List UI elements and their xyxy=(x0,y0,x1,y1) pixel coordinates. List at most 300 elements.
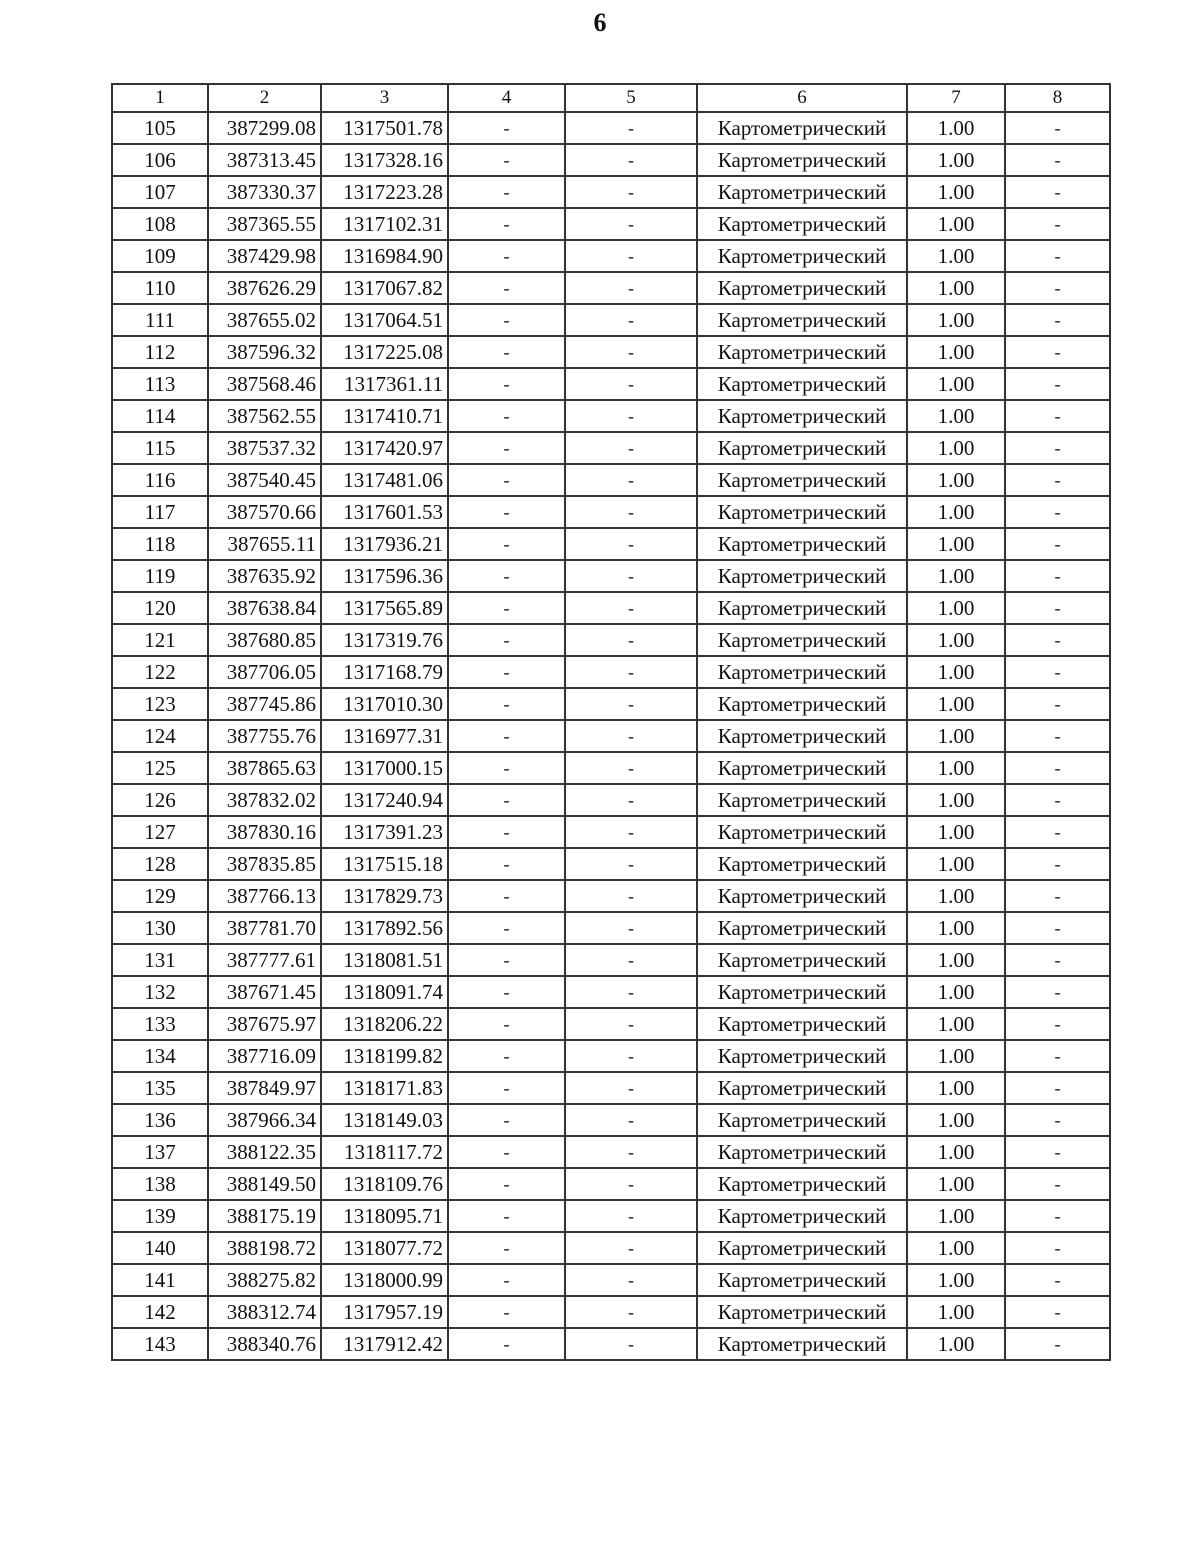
col-4-cell: - xyxy=(448,1200,565,1232)
col-5-cell: - xyxy=(565,944,697,976)
col-4-cell: - xyxy=(448,1008,565,1040)
col-4-cell: - xyxy=(448,464,565,496)
y-coordinate-cell: 1317225.08 xyxy=(321,336,448,368)
method-cell: Картометрический xyxy=(697,1232,907,1264)
point-number-cell: 133 xyxy=(112,1008,208,1040)
col-5-cell: - xyxy=(565,1040,697,1072)
col-5-cell: - xyxy=(565,432,697,464)
col-8-cell: - xyxy=(1005,1040,1110,1072)
table-row xyxy=(112,848,1110,880)
method-cell: Картометрический xyxy=(697,752,907,784)
col-5-cell: - xyxy=(565,912,697,944)
table-row xyxy=(112,464,1110,496)
table-row xyxy=(112,1264,1110,1296)
col-4-cell: - xyxy=(448,272,565,304)
table-row xyxy=(112,944,1110,976)
table-body xyxy=(112,112,1110,1360)
col-4-cell: - xyxy=(448,1136,565,1168)
method-cell: Картометрический xyxy=(697,848,907,880)
table-row xyxy=(112,368,1110,400)
col-5-cell: - xyxy=(565,592,697,624)
y-coordinate-cell: 1317064.51 xyxy=(321,304,448,336)
column-header-8: 8 xyxy=(1005,84,1110,112)
x-coordinate-cell: 387865.63 xyxy=(208,752,321,784)
method-cell: Картометрический xyxy=(697,1136,907,1168)
col-8-cell: - xyxy=(1005,624,1110,656)
point-number-cell: 139 xyxy=(112,1200,208,1232)
col-5-cell: - xyxy=(565,528,697,560)
col-4-cell: - xyxy=(448,432,565,464)
col-5-cell: - xyxy=(565,240,697,272)
x-coordinate-cell: 387596.32 xyxy=(208,336,321,368)
y-coordinate-cell: 1317936.21 xyxy=(321,528,448,560)
accuracy-cell: 1.00 xyxy=(907,1040,1005,1072)
table-row xyxy=(112,784,1110,816)
x-coordinate-cell: 388340.76 xyxy=(208,1328,321,1360)
accuracy-cell: 1.00 xyxy=(907,1104,1005,1136)
point-number-cell: 124 xyxy=(112,720,208,752)
accuracy-cell: 1.00 xyxy=(907,1264,1005,1296)
x-coordinate-cell: 387706.05 xyxy=(208,656,321,688)
col-4-cell: - xyxy=(448,560,565,592)
col-5-cell: - xyxy=(565,368,697,400)
x-coordinate-cell: 387671.45 xyxy=(208,976,321,1008)
method-cell: Картометрический xyxy=(697,368,907,400)
col-4-cell: - xyxy=(448,592,565,624)
point-number-cell: 143 xyxy=(112,1328,208,1360)
col-5-cell: - xyxy=(565,176,697,208)
y-coordinate-cell: 1317481.06 xyxy=(321,464,448,496)
x-coordinate-cell: 387570.66 xyxy=(208,496,321,528)
y-coordinate-cell: 1317410.71 xyxy=(321,400,448,432)
y-coordinate-cell: 1316977.31 xyxy=(321,720,448,752)
method-cell: Картометрический xyxy=(697,176,907,208)
x-coordinate-cell: 388312.74 xyxy=(208,1296,321,1328)
col-5-cell: - xyxy=(565,720,697,752)
accuracy-cell: 1.00 xyxy=(907,912,1005,944)
table-row xyxy=(112,560,1110,592)
method-cell: Картометрический xyxy=(697,432,907,464)
accuracy-cell: 1.00 xyxy=(907,240,1005,272)
method-cell: Картометрический xyxy=(697,976,907,1008)
method-cell: Картометрический xyxy=(697,1104,907,1136)
point-number-cell: 131 xyxy=(112,944,208,976)
x-coordinate-cell: 388122.35 xyxy=(208,1136,321,1168)
accuracy-cell: 1.00 xyxy=(907,208,1005,240)
method-cell: Картометрический xyxy=(697,1328,907,1360)
col-5-cell: - xyxy=(565,688,697,720)
col-5-cell: - xyxy=(565,1104,697,1136)
point-number-cell: 142 xyxy=(112,1296,208,1328)
col-8-cell: - xyxy=(1005,688,1110,720)
column-header-4: 4 xyxy=(448,84,565,112)
point-number-cell: 141 xyxy=(112,1264,208,1296)
method-cell: Картометрический xyxy=(697,464,907,496)
method-cell: Картометрический xyxy=(697,400,907,432)
table-row xyxy=(112,176,1110,208)
col-8-cell: - xyxy=(1005,1104,1110,1136)
accuracy-cell: 1.00 xyxy=(907,1232,1005,1264)
col-8-cell: - xyxy=(1005,560,1110,592)
col-8-cell: - xyxy=(1005,912,1110,944)
x-coordinate-cell: 387835.85 xyxy=(208,848,321,880)
x-coordinate-cell: 387655.11 xyxy=(208,528,321,560)
table-row xyxy=(112,112,1110,144)
col-5-cell: - xyxy=(565,560,697,592)
method-cell: Картометрический xyxy=(697,1200,907,1232)
y-coordinate-cell: 1317912.42 xyxy=(321,1328,448,1360)
col-4-cell: - xyxy=(448,656,565,688)
column-header-5: 5 xyxy=(565,84,697,112)
y-coordinate-cell: 1317515.18 xyxy=(321,848,448,880)
col-4-cell: - xyxy=(448,1296,565,1328)
col-8-cell: - xyxy=(1005,1200,1110,1232)
method-cell: Картометрический xyxy=(697,304,907,336)
x-coordinate-cell: 387675.97 xyxy=(208,1008,321,1040)
col-4-cell: - xyxy=(448,752,565,784)
accuracy-cell: 1.00 xyxy=(907,1136,1005,1168)
y-coordinate-cell: 1317102.31 xyxy=(321,208,448,240)
point-number-cell: 122 xyxy=(112,656,208,688)
col-8-cell: - xyxy=(1005,1328,1110,1360)
accuracy-cell: 1.00 xyxy=(907,720,1005,752)
point-number-cell: 120 xyxy=(112,592,208,624)
point-number-cell: 118 xyxy=(112,528,208,560)
col-4-cell: - xyxy=(448,784,565,816)
point-number-cell: 109 xyxy=(112,240,208,272)
y-coordinate-cell: 1318149.03 xyxy=(321,1104,448,1136)
col-8-cell: - xyxy=(1005,880,1110,912)
col-8-cell: - xyxy=(1005,944,1110,976)
x-coordinate-cell: 388175.19 xyxy=(208,1200,321,1232)
col-5-cell: - xyxy=(565,848,697,880)
col-8-cell: - xyxy=(1005,400,1110,432)
col-5-cell: - xyxy=(565,1296,697,1328)
col-5-cell: - xyxy=(565,1328,697,1360)
table-row xyxy=(112,656,1110,688)
accuracy-cell: 1.00 xyxy=(907,752,1005,784)
accuracy-cell: 1.00 xyxy=(907,816,1005,848)
col-5-cell: - xyxy=(565,816,697,848)
column-header-2: 2 xyxy=(208,84,321,112)
x-coordinate-cell: 387966.34 xyxy=(208,1104,321,1136)
method-cell: Картометрический xyxy=(697,816,907,848)
col-4-cell: - xyxy=(448,368,565,400)
y-coordinate-cell: 1317000.15 xyxy=(321,752,448,784)
col-5-cell: - xyxy=(565,208,697,240)
col-5-cell: - xyxy=(565,272,697,304)
col-8-cell: - xyxy=(1005,208,1110,240)
col-5-cell: - xyxy=(565,464,697,496)
table-row xyxy=(112,1232,1110,1264)
point-number-cell: 108 xyxy=(112,208,208,240)
method-cell: Картометрический xyxy=(697,496,907,528)
accuracy-cell: 1.00 xyxy=(907,624,1005,656)
x-coordinate-cell: 387313.45 xyxy=(208,144,321,176)
point-number-cell: 128 xyxy=(112,848,208,880)
col-5-cell: - xyxy=(565,336,697,368)
point-number-cell: 126 xyxy=(112,784,208,816)
col-5-cell: - xyxy=(565,304,697,336)
method-cell: Картометрический xyxy=(697,880,907,912)
col-4-cell: - xyxy=(448,1040,565,1072)
col-8-cell: - xyxy=(1005,1168,1110,1200)
col-4-cell: - xyxy=(448,144,565,176)
x-coordinate-cell: 387830.16 xyxy=(208,816,321,848)
col-4-cell: - xyxy=(448,208,565,240)
col-5-cell: - xyxy=(565,112,697,144)
x-coordinate-cell: 387755.76 xyxy=(208,720,321,752)
col-8-cell: - xyxy=(1005,336,1110,368)
y-coordinate-cell: 1318109.76 xyxy=(321,1168,448,1200)
accuracy-cell: 1.00 xyxy=(907,880,1005,912)
point-number-cell: 136 xyxy=(112,1104,208,1136)
col-4-cell: - xyxy=(448,176,565,208)
col-8-cell: - xyxy=(1005,528,1110,560)
point-number-cell: 135 xyxy=(112,1072,208,1104)
point-number-cell: 113 xyxy=(112,368,208,400)
col-5-cell: - xyxy=(565,656,697,688)
col-5-cell: - xyxy=(565,1136,697,1168)
col-8-cell: - xyxy=(1005,1008,1110,1040)
method-cell: Картометрический xyxy=(697,784,907,816)
col-5-cell: - xyxy=(565,1200,697,1232)
point-number-cell: 110 xyxy=(112,272,208,304)
table-row xyxy=(112,240,1110,272)
col-4-cell: - xyxy=(448,1232,565,1264)
column-header-3: 3 xyxy=(321,84,448,112)
accuracy-cell: 1.00 xyxy=(907,432,1005,464)
col-4-cell: - xyxy=(448,400,565,432)
point-number-cell: 121 xyxy=(112,624,208,656)
accuracy-cell: 1.00 xyxy=(907,1296,1005,1328)
method-cell: Картометрический xyxy=(697,1264,907,1296)
x-coordinate-cell: 387299.08 xyxy=(208,112,321,144)
method-cell: Картометрический xyxy=(697,1296,907,1328)
point-number-cell: 129 xyxy=(112,880,208,912)
table-row xyxy=(112,1072,1110,1104)
accuracy-cell: 1.00 xyxy=(907,368,1005,400)
y-coordinate-cell: 1318171.83 xyxy=(321,1072,448,1104)
point-number-cell: 127 xyxy=(112,816,208,848)
col-8-cell: - xyxy=(1005,1136,1110,1168)
method-cell: Картометрический xyxy=(697,144,907,176)
method-cell: Картометрический xyxy=(697,688,907,720)
method-cell: Картометрический xyxy=(697,720,907,752)
y-coordinate-cell: 1318095.71 xyxy=(321,1200,448,1232)
y-coordinate-cell: 1318077.72 xyxy=(321,1232,448,1264)
x-coordinate-cell: 387655.02 xyxy=(208,304,321,336)
col-5-cell: - xyxy=(565,1008,697,1040)
table-header-row xyxy=(112,84,1110,112)
accuracy-cell: 1.00 xyxy=(907,1008,1005,1040)
col-8-cell: - xyxy=(1005,1072,1110,1104)
col-4-cell: - xyxy=(448,240,565,272)
col-4-cell: - xyxy=(448,720,565,752)
x-coordinate-cell: 387716.09 xyxy=(208,1040,321,1072)
y-coordinate-cell: 1317601.53 xyxy=(321,496,448,528)
y-coordinate-cell: 1318000.99 xyxy=(321,1264,448,1296)
y-coordinate-cell: 1318081.51 xyxy=(321,944,448,976)
accuracy-cell: 1.00 xyxy=(907,336,1005,368)
col-4-cell: - xyxy=(448,624,565,656)
accuracy-cell: 1.00 xyxy=(907,464,1005,496)
table-row xyxy=(112,1104,1110,1136)
col-8-cell: - xyxy=(1005,240,1110,272)
accuracy-cell: 1.00 xyxy=(907,272,1005,304)
col-4-cell: - xyxy=(448,912,565,944)
col-8-cell: - xyxy=(1005,1264,1110,1296)
point-number-cell: 140 xyxy=(112,1232,208,1264)
y-coordinate-cell: 1317067.82 xyxy=(321,272,448,304)
point-number-cell: 119 xyxy=(112,560,208,592)
accuracy-cell: 1.00 xyxy=(907,944,1005,976)
x-coordinate-cell: 387540.45 xyxy=(208,464,321,496)
y-coordinate-cell: 1317328.16 xyxy=(321,144,448,176)
y-coordinate-cell: 1317957.19 xyxy=(321,1296,448,1328)
accuracy-cell: 1.00 xyxy=(907,112,1005,144)
method-cell: Картометрический xyxy=(697,528,907,560)
col-5-cell: - xyxy=(565,1168,697,1200)
col-8-cell: - xyxy=(1005,592,1110,624)
accuracy-cell: 1.00 xyxy=(907,144,1005,176)
col-5-cell: - xyxy=(565,784,697,816)
method-cell: Картометрический xyxy=(697,624,907,656)
col-8-cell: - xyxy=(1005,848,1110,880)
table-row xyxy=(112,720,1110,752)
accuracy-cell: 1.00 xyxy=(907,400,1005,432)
col-8-cell: - xyxy=(1005,272,1110,304)
col-8-cell: - xyxy=(1005,496,1110,528)
method-cell: Картометрический xyxy=(697,1072,907,1104)
method-cell: Картометрический xyxy=(697,944,907,976)
col-4-cell: - xyxy=(448,688,565,720)
y-coordinate-cell: 1317391.23 xyxy=(321,816,448,848)
col-4-cell: - xyxy=(448,336,565,368)
y-coordinate-cell: 1318199.82 xyxy=(321,1040,448,1072)
y-coordinate-cell: 1317168.79 xyxy=(321,656,448,688)
method-cell: Картометрический xyxy=(697,912,907,944)
x-coordinate-cell: 387626.29 xyxy=(208,272,321,304)
point-number-cell: 112 xyxy=(112,336,208,368)
col-8-cell: - xyxy=(1005,464,1110,496)
col-4-cell: - xyxy=(448,944,565,976)
table-row xyxy=(112,688,1110,720)
method-cell: Картометрический xyxy=(697,336,907,368)
col-8-cell: - xyxy=(1005,1296,1110,1328)
method-cell: Картометрический xyxy=(697,560,907,592)
table-row xyxy=(112,976,1110,1008)
y-coordinate-cell: 1317361.11 xyxy=(321,368,448,400)
table-row xyxy=(112,272,1110,304)
col-8-cell: - xyxy=(1005,304,1110,336)
table-row xyxy=(112,752,1110,784)
accuracy-cell: 1.00 xyxy=(907,592,1005,624)
col-8-cell: - xyxy=(1005,112,1110,144)
point-number-cell: 114 xyxy=(112,400,208,432)
x-coordinate-cell: 387635.92 xyxy=(208,560,321,592)
y-coordinate-cell: 1317565.89 xyxy=(321,592,448,624)
x-coordinate-cell: 387537.32 xyxy=(208,432,321,464)
method-cell: Картометрический xyxy=(697,1040,907,1072)
col-4-cell: - xyxy=(448,496,565,528)
x-coordinate-cell: 387766.13 xyxy=(208,880,321,912)
table-row xyxy=(112,304,1110,336)
point-number-cell: 117 xyxy=(112,496,208,528)
col-8-cell: - xyxy=(1005,720,1110,752)
table-row xyxy=(112,816,1110,848)
x-coordinate-cell: 387849.97 xyxy=(208,1072,321,1104)
col-4-cell: - xyxy=(448,848,565,880)
col-8-cell: - xyxy=(1005,656,1110,688)
column-header-7: 7 xyxy=(907,84,1005,112)
x-coordinate-cell: 387562.55 xyxy=(208,400,321,432)
col-8-cell: - xyxy=(1005,976,1110,1008)
accuracy-cell: 1.00 xyxy=(907,656,1005,688)
col-8-cell: - xyxy=(1005,368,1110,400)
table-row xyxy=(112,144,1110,176)
table-row xyxy=(112,1296,1110,1328)
point-number-cell: 111 xyxy=(112,304,208,336)
y-coordinate-cell: 1317596.36 xyxy=(321,560,448,592)
point-number-cell: 105 xyxy=(112,112,208,144)
method-cell: Картометрический xyxy=(697,1168,907,1200)
x-coordinate-cell: 387745.86 xyxy=(208,688,321,720)
col-8-cell: - xyxy=(1005,144,1110,176)
y-coordinate-cell: 1317010.30 xyxy=(321,688,448,720)
col-5-cell: - xyxy=(565,624,697,656)
point-number-cell: 106 xyxy=(112,144,208,176)
col-4-cell: - xyxy=(448,816,565,848)
col-4-cell: - xyxy=(448,1328,565,1360)
col-5-cell: - xyxy=(565,1264,697,1296)
point-number-cell: 137 xyxy=(112,1136,208,1168)
accuracy-cell: 1.00 xyxy=(907,976,1005,1008)
col-8-cell: - xyxy=(1005,784,1110,816)
x-coordinate-cell: 387638.84 xyxy=(208,592,321,624)
table-row xyxy=(112,400,1110,432)
col-4-cell: - xyxy=(448,1264,565,1296)
y-coordinate-cell: 1316984.90 xyxy=(321,240,448,272)
col-8-cell: - xyxy=(1005,752,1110,784)
col-5-cell: - xyxy=(565,976,697,1008)
col-4-cell: - xyxy=(448,1168,565,1200)
x-coordinate-cell: 387365.55 xyxy=(208,208,321,240)
x-coordinate-cell: 387680.85 xyxy=(208,624,321,656)
accuracy-cell: 1.00 xyxy=(907,848,1005,880)
table-row xyxy=(112,1008,1110,1040)
x-coordinate-cell: 387777.61 xyxy=(208,944,321,976)
col-5-cell: - xyxy=(565,752,697,784)
accuracy-cell: 1.00 xyxy=(907,688,1005,720)
col-5-cell: - xyxy=(565,144,697,176)
col-4-cell: - xyxy=(448,976,565,1008)
col-5-cell: - xyxy=(565,1232,697,1264)
col-5-cell: - xyxy=(565,496,697,528)
point-number-cell: 125 xyxy=(112,752,208,784)
table-row xyxy=(112,624,1110,656)
y-coordinate-cell: 1317420.97 xyxy=(321,432,448,464)
accuracy-cell: 1.00 xyxy=(907,784,1005,816)
col-5-cell: - xyxy=(565,400,697,432)
point-number-cell: 123 xyxy=(112,688,208,720)
y-coordinate-cell: 1318206.22 xyxy=(321,1008,448,1040)
y-coordinate-cell: 1317223.28 xyxy=(321,176,448,208)
table-row xyxy=(112,336,1110,368)
table-row xyxy=(112,432,1110,464)
y-coordinate-cell: 1317501.78 xyxy=(321,112,448,144)
table-row xyxy=(112,208,1110,240)
